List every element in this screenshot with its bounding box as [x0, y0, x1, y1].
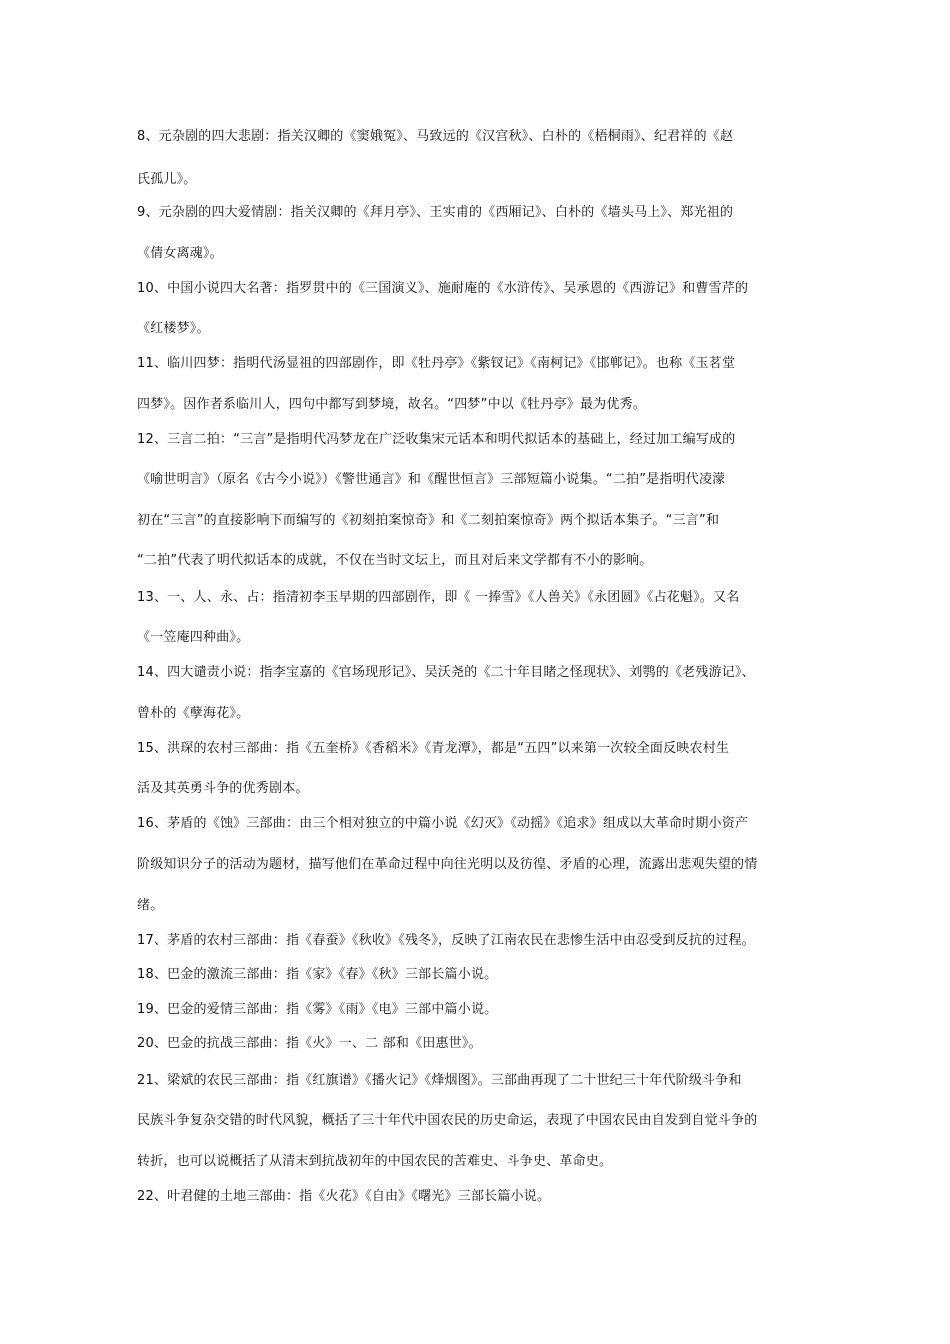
text-line: 绪。: [137, 898, 164, 913]
text-line: 21、梁斌的农民三部曲：指《红旗谱》《播火记》《烽烟图》。三部曲再现了二十世纪三十年代阶级斗争和: [137, 1073, 742, 1088]
text-line: 12、三言二拍：“三言”是指明代冯梦龙在广泛收集宋元话本和明代拟话本的基础上，经过加工编写成的: [137, 432, 736, 447]
text-line: 阶级知识分子的活动为题材，描写他们在革命过程中向往光明以及彷徨、矛盾的心理，流露出悲观失望的情: [137, 857, 758, 872]
text-line: 15、洪琛的农村三部曲：指《五奎桥》《香稻米》《青龙潭》，都是“五四”以来第一次较全面反映农村生: [137, 741, 730, 756]
text-line: 活及其英勇斗争的优秀剧本。: [137, 781, 309, 796]
text-line: 10、中国小说四大名著：指罗贯中的《三国演义》、施耐庵的《水浒传》、吴承恩的《西游记》和曹雪芹的: [137, 281, 749, 296]
text-line: 氏孤儿》。: [137, 172, 197, 187]
text-line: 22、叶君健的土地三部曲：指《火花》《自由》《曙光》三部长篇小说。: [137, 1189, 551, 1204]
text-line: 20、巴金的抗战三部曲：指《火》一、二 部和《田惠世》。: [137, 1036, 482, 1051]
text-line: 四梦》。因作者系临川人，四句中都写到梦境，故名。“四梦”中以《牡丹亭》最为优秀。: [137, 397, 646, 412]
text-line: 9、元杂剧的四大爱情剧：指关汉卿的《拜月亭》、王实甫的《西厢记》、白朴的《墙头马上》、郑光祖的: [137, 205, 734, 220]
text-line: 17、茅盾的农村三部曲：指《春蚕》《秋收》《残冬》，反映了江南农民在悲惨生活中由忍受到反抗的过程。: [137, 933, 755, 948]
text-line: 11、临川四梦：指明代汤显祖的四部剧作，即《牡丹亭》《紫钗记》《南柯记》《邯郸记》。也称《玉茗堂: [137, 356, 736, 371]
text-line: 19、巴金的爱情三部曲：指《雾》《雨》《电》三部中篇小说。: [137, 1002, 498, 1017]
text-line: 民族斗争复杂交错的时代风貌，概括了三十年代中国农民的历史命运，表现了中国农民由自发到自觉斗争的: [137, 1113, 758, 1128]
text-line: 《一笠庵四种曲》。: [137, 630, 250, 645]
text-line: 16、茅盾的《蚀》三部曲：由三个相对独立的中篇小说《幻灭》《动摇》《追求》组成以大革命时期小资产: [137, 816, 749, 831]
text-line: 初在“三言”的直接影响下而编写的《初刻拍案惊奇》和《二刻拍案惊奇》两个拟话本集子。“三言”和: [137, 513, 720, 528]
text-line: 14、四大谴责小说：指李宝嘉的《官场现形记》、吴沃尧的《二十年目睹之怪现状》、刘鹗的《老残游记》、: [137, 665, 755, 680]
text-line: 曾朴的《孽海花》。: [137, 706, 250, 721]
text-line: 8、元杂剧的四大悲剧：指关汉卿的《窦娥冤》、马致远的《汉宫秋》、白朴的《梧桐雨》、纪君祥的《赵: [137, 129, 734, 144]
text-line: 18、巴金的激流三部曲：指《家》《春》《秋》三部长篇小说。: [137, 967, 498, 982]
text-line: 转折，也可以说概括了从清末到抗战初年的中国农民的苦难史、斗争史、革命史。: [137, 1154, 613, 1169]
text-line: 《红楼梦》。: [137, 321, 210, 336]
text-line: “二拍”代表了明代拟话本的成就，不仅在当时文坛上，而且对后来文学都有不小的影响。: [137, 553, 653, 568]
text-line: 《倩女离魂》。: [137, 246, 223, 261]
text-line: 《喻世明言》（原名《古今小说》）《警世通言》和《醒世恒言》三部短篇小说集。“二拍”是指明代凌濛: [137, 472, 726, 487]
text-line: 13、一、人、永、占：指清初李玉早期的四部剧作，即《 一捧雪》《人兽关》《永团圆》《占花魁》。又名: [137, 590, 740, 605]
